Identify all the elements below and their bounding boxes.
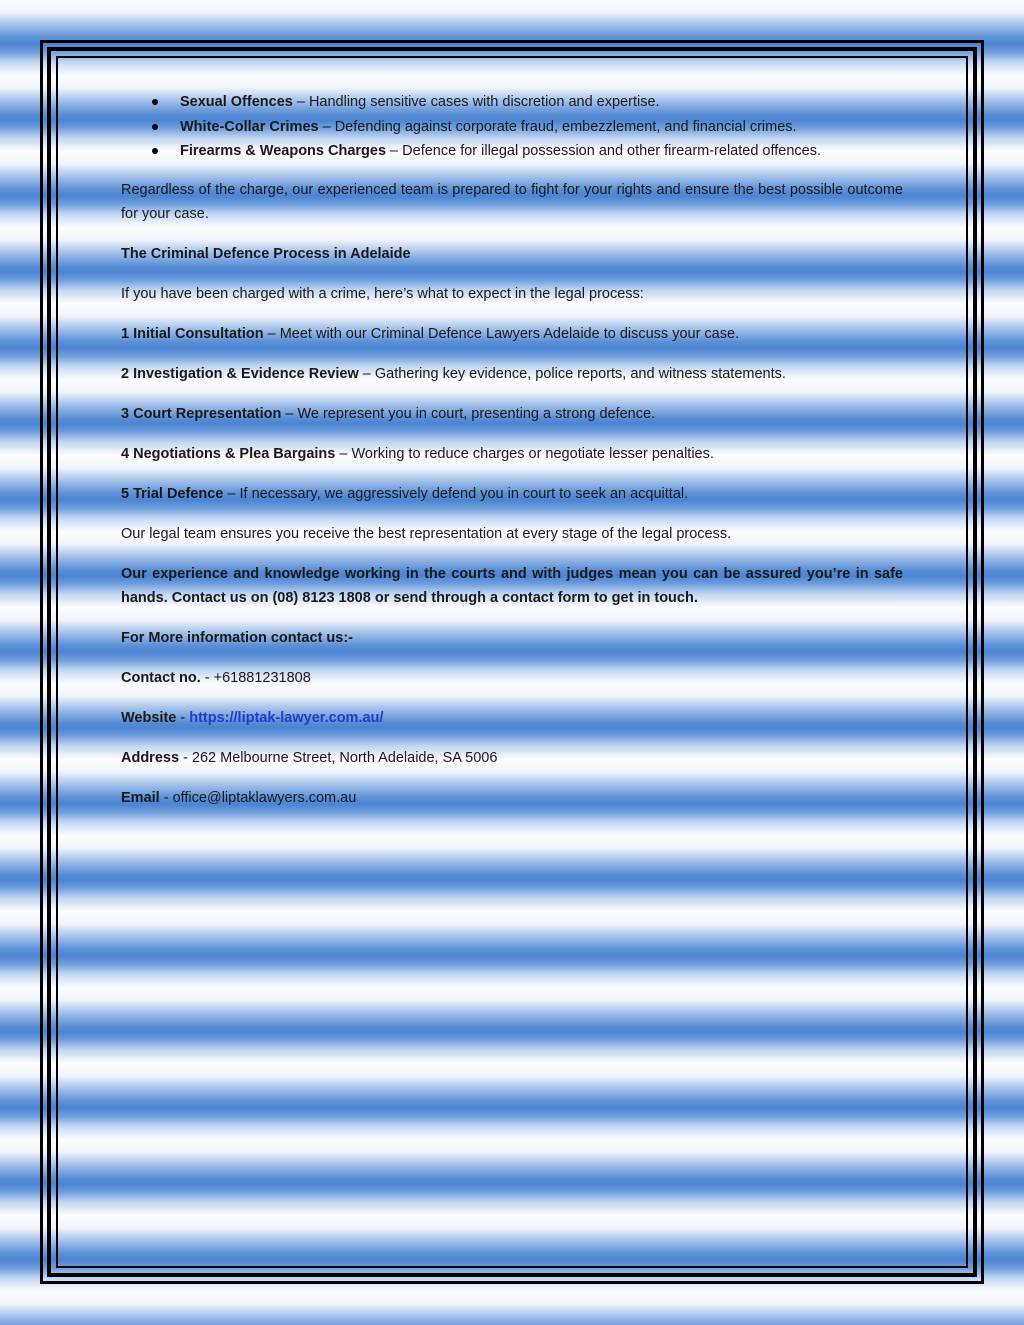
step-desc: – We represent you in court, presenting a strong defence. [281,405,656,422]
list-item [180,139,903,164]
step-term: 4 Negotiations & Plea Bargains [121,445,336,462]
step-item [121,402,903,426]
contact-email [121,786,903,810]
offence-list [121,90,903,164]
intro-paragraph: Regardless of the charge, our experienced team is prepared to fight for your rights and ensure the best possible outcome for your case. [121,181,903,222]
step-item [121,442,903,466]
process-heading [121,242,903,266]
list-item-desc: – Defending against corporate fraud, embezzlement, and financial crimes. [318,118,797,135]
phone-value: - +61881231808 [200,669,311,686]
process-intro: If you have been charged with a crime, here’s what to expect in the legal process: [121,285,644,302]
step-item [121,482,903,506]
team-statement: Our legal team ensures you receive the best representation at every stage of the legal process. [121,525,732,542]
bullet-icon [152,148,158,154]
website-label: Website [121,709,177,726]
step-item [121,322,903,346]
website-separator: - [176,709,190,726]
contact-phone [121,666,903,690]
experience-statement-text: Our experience and knowledge working in the courts and with judges mean you can be assured you’re in safe hands. Contact us on (08) 8123 1808 or send through a contact form to get in touch. [121,565,903,606]
address-value: - 262 Melbourne Street, North Adelaide, SA 5006 [179,749,498,766]
step-term: 3 Court Representation [121,405,282,422]
list-item-term: Firearms & Weapons Charges [180,143,387,159]
email-value: - office@liptaklawyers.com.au [159,789,357,806]
bullet-icon [152,99,158,105]
contact-heading-text: For More information contact us:- [121,629,353,646]
step-term: 5 Trial Defence [121,485,224,502]
step-desc: – Working to reduce charges or negotiate lesser penalties. [335,445,714,462]
list-item-term: White-Collar Crimes [180,118,319,135]
list-item-desc: – Defence for illegal possession and other firearm-related offences. [386,143,822,159]
step-item [121,362,903,386]
website-link[interactable]: https://liptak-lawyer.com.au/ [189,709,384,726]
step-term: 1 Initial Consultation [121,325,264,342]
contact-address [121,746,903,770]
list-item [180,115,903,140]
phone-label: Contact no. [121,669,201,686]
list-item [180,90,903,115]
step-desc: – Meet with our Criminal Defence Lawyers Adelaide to discuss your case. [263,325,740,342]
contact-heading [121,626,903,650]
list-item-desc: – Handling sensitive cases with discretion and expertise. [292,94,660,110]
email-label: Email [121,789,160,806]
step-desc: – Gathering key evidence, police reports, and witness statements. [358,365,786,382]
step-desc: – If necessary, we aggressively defend you in court to seek an acquittal. [223,485,689,502]
step-term: 2 Investigation & Evidence Review [121,365,359,382]
process-heading-text: The Criminal Defence Process in Adelaide [121,245,411,262]
list-item-term: Sexual Offences [180,94,293,110]
experience-statement [121,562,903,610]
document-body [121,90,903,826]
bullet-icon [152,124,158,130]
contact-website [121,706,903,730]
address-label: Address [121,749,180,766]
